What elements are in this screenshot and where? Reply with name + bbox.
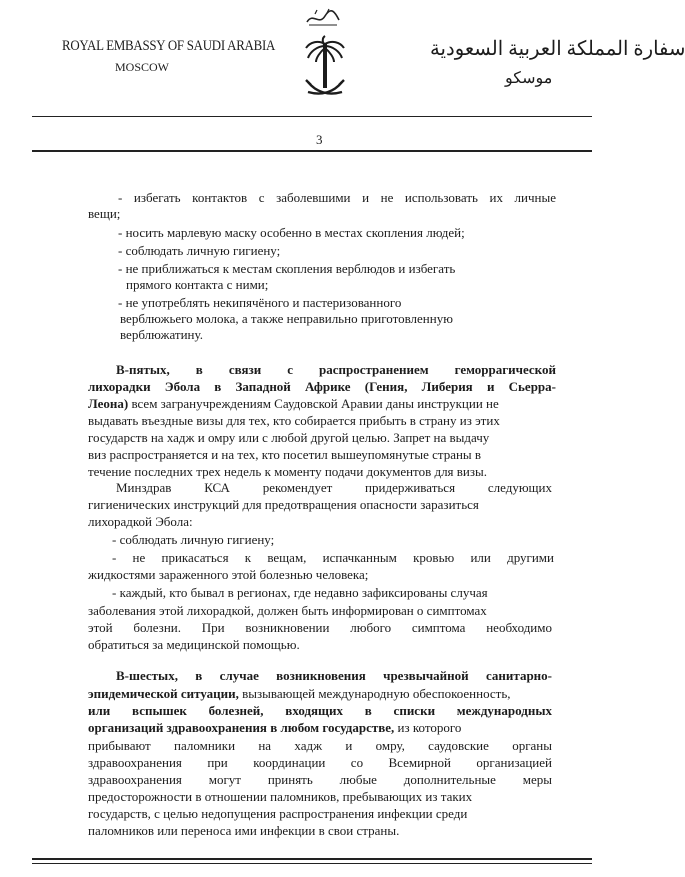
body-text: всем загранучреждениям Саудовской Аравии даны инструкции не [128,396,499,411]
body-line: прямого контакта с ними; [126,277,269,292]
page-number: 3 [316,132,323,147]
bold-text: организаций здравоохранения в любом государстве, [88,720,395,735]
calligraphy-ornament-icon [305,8,341,28]
paragraph-6-line: здравоохранения при координации со Всемирной организацией [88,755,552,770]
bold-text: эпидемической ситуации, [88,686,239,701]
body-line: вещи; [88,206,121,221]
paragraph-5-line: виз распространяется и на тех, кто посетил вышеупомянутые страны в [88,447,482,462]
embassy-name-ar: سفارة المملكة العربية السعودية [430,38,685,60]
bold-text: В-пятых, в связи с распространением геморрагической [116,362,556,377]
body-line: - не приближаться к местам скопления верблюдов и избегать [118,261,456,276]
paragraph-6-line: паломников или переноса ими инфекции в свои страны. [88,823,400,838]
paragraph-6-line: государств, с целью недопущения распространения инфекции среди [88,806,468,821]
paragraph-5-line: государств на хадж и омру или с любой другой целью. Запрет на выдачу [88,430,490,445]
paragraph-5-heading [116,362,556,378]
bold-text: В-шестых, в случае возникновения чрезвычайной санитарно- [116,668,552,683]
header-divider [32,116,592,117]
paragraph-5-line: заболевания этой лихорадкой, должен быть информирован о симптомах [88,603,487,618]
bold-text: лихорадки Эбола в Западной Африке (Гения, Либерия и Сьерра- [88,379,556,394]
paragraph-6-heading [88,703,552,719]
paragraph-5-line: - каждый, кто бывал в регионах, где недавно зафиксированы случая [112,585,488,600]
body-line: верблюжатину. [120,327,203,342]
paragraph-6-line: прибывают паломники на хадж и омру, саудовские органы [88,738,552,753]
paragraph-6-line: предосторожности в отношении паломников, пребывающих из таких [88,789,473,804]
footer-divider-lower [32,863,592,864]
body-line: - соблюдать личную гигиену; [118,243,281,258]
paragraph-5-line: этой болезни. При возникновении любого симптома необходимо [88,620,552,635]
bold-text: или вспышек болезней, входящих в списки международных [88,703,552,718]
embassy-city-ar: موسكو [505,70,553,87]
paragraph-5-line: обратиться за медицинской помощью. [88,637,300,652]
bold-text: Леона) [88,396,129,411]
body-line: - носить марлевую маску особенно в местах скопления людей; [118,225,465,240]
paragraph-5-line: - соблюдать личную гигиену; [112,532,275,547]
paragraph-5-line: Минздрав КСА рекомендует придерживаться следующих [116,480,552,495]
body-text: из которого [394,720,462,735]
paragraph-5-line: - не прикасаться к вещам, испачканным кровью или другими [112,550,554,565]
body-text: вызывающей международную обеспокоенность, [238,686,511,701]
paragraph-6-line [88,720,461,736]
paragraph-5-line: гигиенических инструкций для предотвращения опасности заразиться [88,497,479,512]
embassy-city-en: MOSCOW [115,60,170,74]
paragraph-6-heading [116,668,552,684]
paragraph-6-line [88,686,511,702]
paragraph-5-line: течение последних трех недель к моменту подачи документов для визы. [88,464,488,479]
paragraph-5-line: жидкостями зараженного этой болезнью человека; [88,567,369,582]
body-line: - не употреблять некипячёного и пастеризованного [118,295,402,310]
saudi-emblem-palm-swords-icon [302,36,348,104]
header-divider-lower [32,150,592,152]
paragraph-5-line: выдавать въездные визы для тех, кто собирается прибыть в страну из этих [88,413,500,428]
paragraph-5-line [88,396,499,412]
paragraph-5-line: лихорадкой Эбола: [88,514,193,529]
paragraph-6-line: здравоохранения могут принять любые дополнительные меры [88,772,552,787]
body-line: верблюжьего молока, а также неправильно приготовленную [120,311,453,326]
paragraph-5-heading [88,379,556,395]
embassy-name-en: ROYAL EMBASSY OF SAUDI ARABIA [62,38,276,54]
body-line: - избегать контактов с заболевшими и не использовать их личные [118,190,556,205]
footer-divider [32,858,592,860]
